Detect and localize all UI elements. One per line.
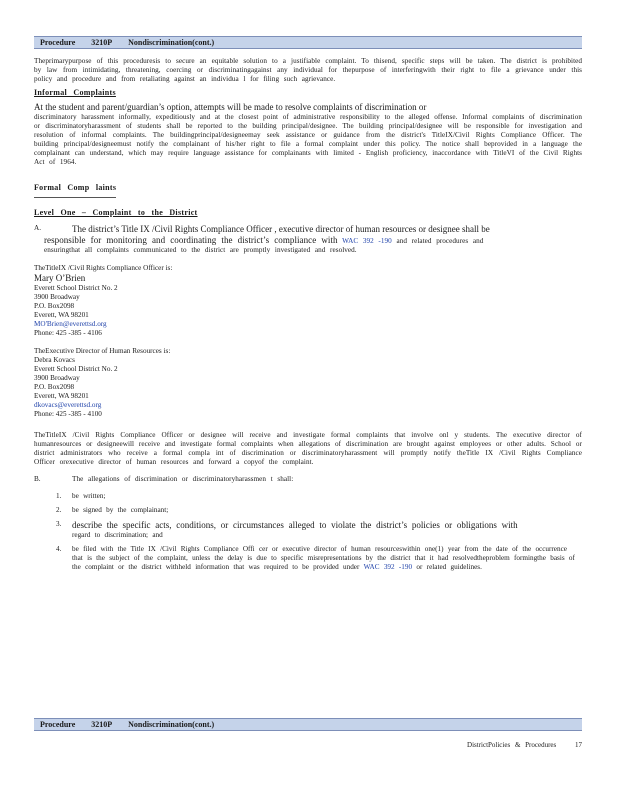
document-page <box>34 36 582 577</box>
list-item <box>34 506 582 515</box>
list-number: 4. <box>56 545 62 553</box>
footer-bar <box>34 718 582 731</box>
intro-paragraph: Theprimarypurpose of this proceduresis to secure an equitable solution to a justifiable complaint. To thisend, specific steps will be taken. The district is prohibited by law from intimidating, threatening, coercing or discriminatingagainst any individual for thepurpose of interferingwith their right to file a grievance under this policy and procedure and from retaliating against an individua l for filing such agrievance. <box>34 57 582 83</box>
item-a-rest: and related procedures and <box>396 237 484 245</box>
informal-heading: Informal Complaints <box>34 88 116 97</box>
officer-contact <box>34 264 582 338</box>
wac-link-b[interactable]: WAC 392 -190 <box>363 563 413 571</box>
list-tail: or related guidelines. <box>416 563 482 571</box>
item-b <box>34 475 582 484</box>
hr-phone: Phone: 425 -385 - 4100 <box>34 410 102 418</box>
footer-bar-procedure: Procedure <box>40 720 76 729</box>
b-list <box>34 492 582 572</box>
list-text: be written; <box>72 492 106 500</box>
header-title: Nondiscrimination(cont.) <box>128 38 215 47</box>
footer-bar-number: 3210P <box>91 720 113 729</box>
page-number: 17 <box>575 741 582 749</box>
officer-intro: TheTitleIX /Civil Rights Compliance Officer is: <box>34 264 173 272</box>
wac-link-a[interactable]: WAC 392 -190 <box>342 237 392 245</box>
officer-address-line: 3900 Broadway <box>34 293 80 301</box>
item-a-lead2: responsible for monitoring and coordinating the district’s compliance with <box>44 235 338 245</box>
list-text: be signed by the complainant; <box>72 506 169 514</box>
hr-address-line: P.O. Box2098 <box>34 383 75 391</box>
item-a-letter: A. <box>34 224 41 232</box>
list-number: 1. <box>56 492 62 500</box>
item-a <box>34 224 582 235</box>
officer-address-line: Everett School District No. 2 <box>34 284 118 292</box>
officer-phone: Phone: 425 -385 - 4106 <box>34 329 102 337</box>
page-footer <box>467 741 582 749</box>
item-a-lead: The district’s Title IX /Civil Rights Compliance Officer , executive director of human resources or designee shall be <box>72 224 490 234</box>
list-number: 3. <box>56 520 62 528</box>
hr-address-line: Everett School District No. 2 <box>34 365 118 373</box>
hr-address-line: 3900 Broadway <box>34 374 80 382</box>
officer-address-line: Everett, WA 98201 <box>34 311 89 319</box>
list-item <box>34 520 582 540</box>
officer-name: Mary O’Brien <box>34 273 86 283</box>
item-a-tail: ensuringthat all complaints communicated to the district are promptly investigated and resolved. <box>44 246 357 254</box>
officer-address-line: P.O. Box2098 <box>34 302 75 310</box>
hr-address-line: Everett, WA 98201 <box>34 392 89 400</box>
item-b-text: The allegations of discrimination or discriminatoryharassmen t shall: <box>72 475 294 483</box>
hr-intro: TheExecutive Director of Human Resources is: <box>34 347 171 355</box>
header-bar <box>34 36 582 49</box>
list-text: be filed with the Title IX /Civil Rights Compliance Offi cer or executive director of human resourceswithin one(1) year from the date of the occurrence that is the subject of the complaint, unless the delay is due to specific misrepresentations by the district that it had resolvedtheproblem formingthe basis of the complaint or the district withheld information that was required to be provided under <box>72 545 575 571</box>
informal-lead: At the student and parent/guardian’s option, attempts will be made to resolve complaints of discrimination or <box>34 102 427 112</box>
list-text: regard to discrimination; and <box>72 531 163 539</box>
list-lead: describe the specific acts, conditions, or circumstances alleged to violate the district’s policies or obligations with <box>72 520 518 530</box>
formal-heading: Formal Comp laints <box>34 183 116 198</box>
hr-email-link[interactable]: dkovacs@everettsd.org <box>34 401 102 409</box>
receive-paragraph: TheTitleIX /Civil Rights Compliance Officer or designee will receive and investigate formal complaints that involve onl y students. The executive director of humanresources or designeewill receive and investigate formal complaints when allegations of discrimination are brought against employees or other adults. School or district administrators who receive a formal compla int of discrimination or discriminatoryharassment will promptly notify theTitle IX /Civil Rights Compliance Officer orexecutive director of human resources and forward a copyof the complaint. <box>34 431 582 466</box>
list-item <box>34 545 582 572</box>
level-one-heading: Level One – Complaint to the District <box>34 208 198 217</box>
header-procedure: Procedure <box>40 38 76 47</box>
informal-body: discriminatory harassment informally, expeditiously and at the closest point of administrative responsibility to the alleged offense. Informal complaints of discrimination or discriminatoryharassment of students shall be reported to the building principal/designee. The building principal/designee will be responsible for investigation and resolution of informal complaints. The buildingprincipal/designeemay seek assistance or guidance from the district's TitleIX/Civil Rights Compliance Officer. The building principal/designeemust notify the complainant of his/her right to file a formal complaint under this policy. The notice shall beprovided in a language the complainant can understand, which may require language assistance for complainants with limited - English proficiency, inaccordance with TitleVI of the Civil Rights Act of 1964. <box>34 113 582 166</box>
list-item <box>34 492 582 501</box>
list-number: 2. <box>56 506 62 514</box>
footer-bar-title: Nondiscrimination(cont.) <box>128 720 215 729</box>
item-a-line2 <box>34 235 582 246</box>
header-number: 3210P <box>91 38 113 47</box>
item-b-letter: B. <box>34 475 41 483</box>
hr-contact <box>34 347 582 419</box>
footer-label: DistrictPolicies & Procedures <box>467 741 557 749</box>
hr-name: Debra Kovacs <box>34 356 75 364</box>
officer-email-link[interactable]: MO'Brien@everettsd.org <box>34 320 107 328</box>
